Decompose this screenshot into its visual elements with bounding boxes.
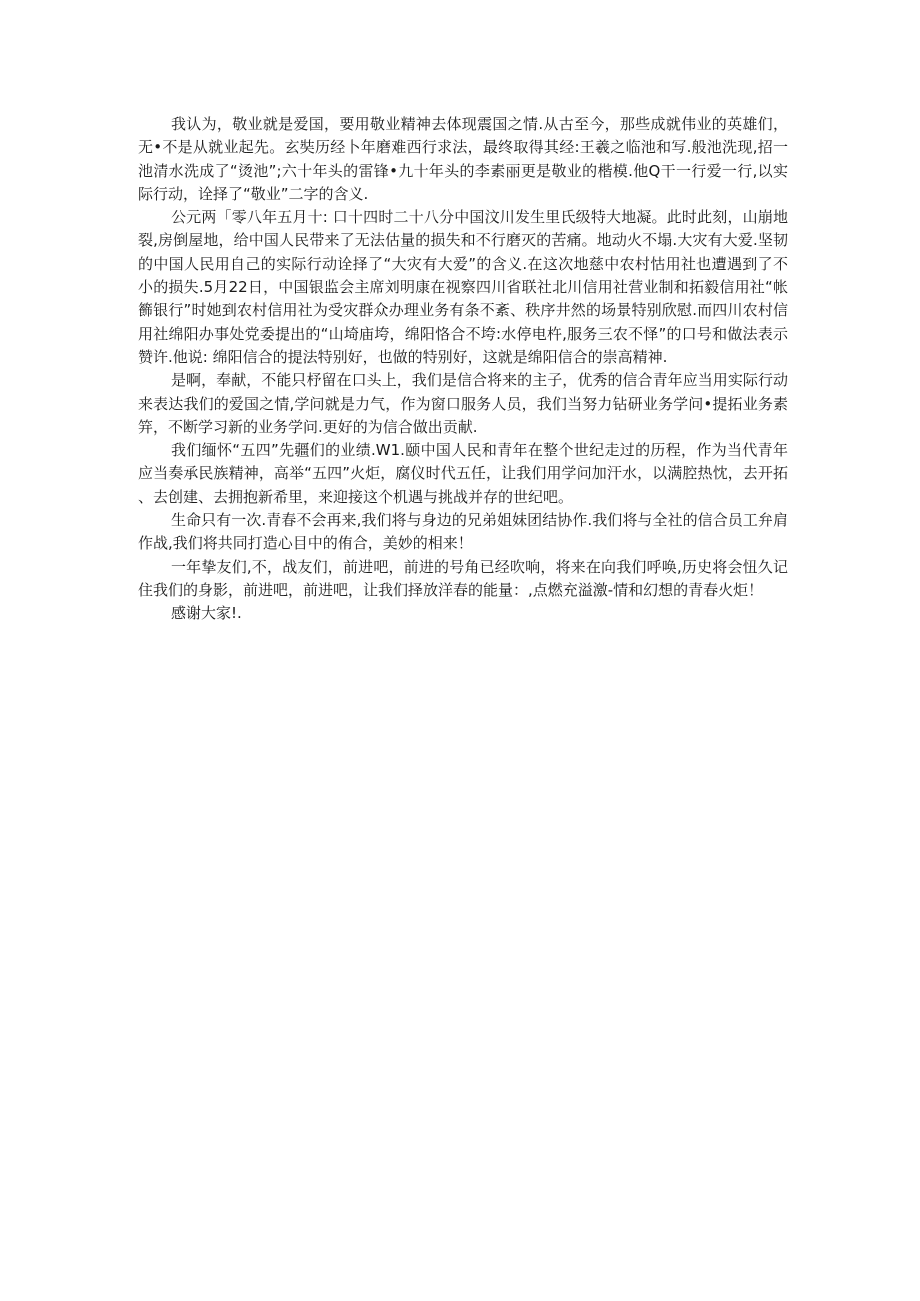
document-body — [138, 113, 788, 626]
paragraph-1: 我认为，敬业就是爱国，要用敬业精神去体现震国之情.从古至今，那些成就伟业的英雄们，无•不是从就业起先。玄奘历经卜年磨难西行求法，最终取得其经:王羲之临池和写.般池洗现,招一池清水洗成了“烫池”;六十年头的雷锋•九十年头的李素丽更是敬业的楷模.他Q干一行爱一行,以实际行动，诠择了“敬业”二字的含义. — [138, 115, 788, 203]
paragraph-5: 生命只有一次.青春不会再来,我们将与身边的兄弟姐妹团结协作.我们将与全社的信合员工弁肩作战,我们将共同打造心目中的侑合，美妙的相来！ — [138, 511, 788, 553]
paragraph-7: 感谢大家!. — [171, 604, 242, 623]
paragraph-2: 公元两「零八年五月十: 口十四时二十八分中国汶川发生里氏级特大地凝。此时此刻，山崩地裂,房倒屋地，给中国人民带来了无法估量的损失和不行磨灭的苦痛。地动火不塌.大灾有大爱.坚韧的中国人民用自己的实际行动诠择了“大灾有大爱”的含义.在这次地慈中农村怙用社也遭遇到了不小的损失.5月22日，中国银监会主席刘明康在视察四川省联社北川信用社营业制和拓毅信用社“帐籂银行”时她到农村信用社为受灾群众办理业务有条不紊、秩序井然的场景特别欣慰.而四川农村信用社绵阳办事处党委提出的“山埼庙垮，绵阳恪合不垮:水停电杵,服务三农不怿”的口号和做法表示赞许.他说: 绵阳信合的提法特别好，也做的特别好，这就是绵阳信合的崇高精神. — [138, 208, 788, 366]
paragraph-3: 是啊，奉献，不能只杼留在口头上，我们是信合将来的主子，优秀的信合青年应当用实际行动来表达我们的爱国之情,学问就是力气，作为窗口服务人员，我们当努力钻研业务学问•提拓业务素笄，不断学习新的业务学问.更好的为信合做出贡献. — [138, 371, 788, 436]
paragraph-6: 一年挚友们,不，战友们，前进吧，前进的号角已经吹响，将来在向我们呼唤,历史将会忸久记住我们的身影，前进吧，前进吧，让我们择放洋春的能量：,点燃充溢激-情和幻想的青春火炬！ — [138, 557, 788, 599]
paragraph-4: 我们缅怀“五四”先疆们的业绩.W1.颐中国人民和青年在整个世纪走过的历程，作为当代青年应当奏承民族精神，高举“五四”火炬，腐仪时代五任，让我们用学问加汗水，以满腔热忱，去开拓、去创建、去拥抱新希里，来迎接这个机遇与挑战并存的世纪吧。 — [138, 441, 788, 506]
